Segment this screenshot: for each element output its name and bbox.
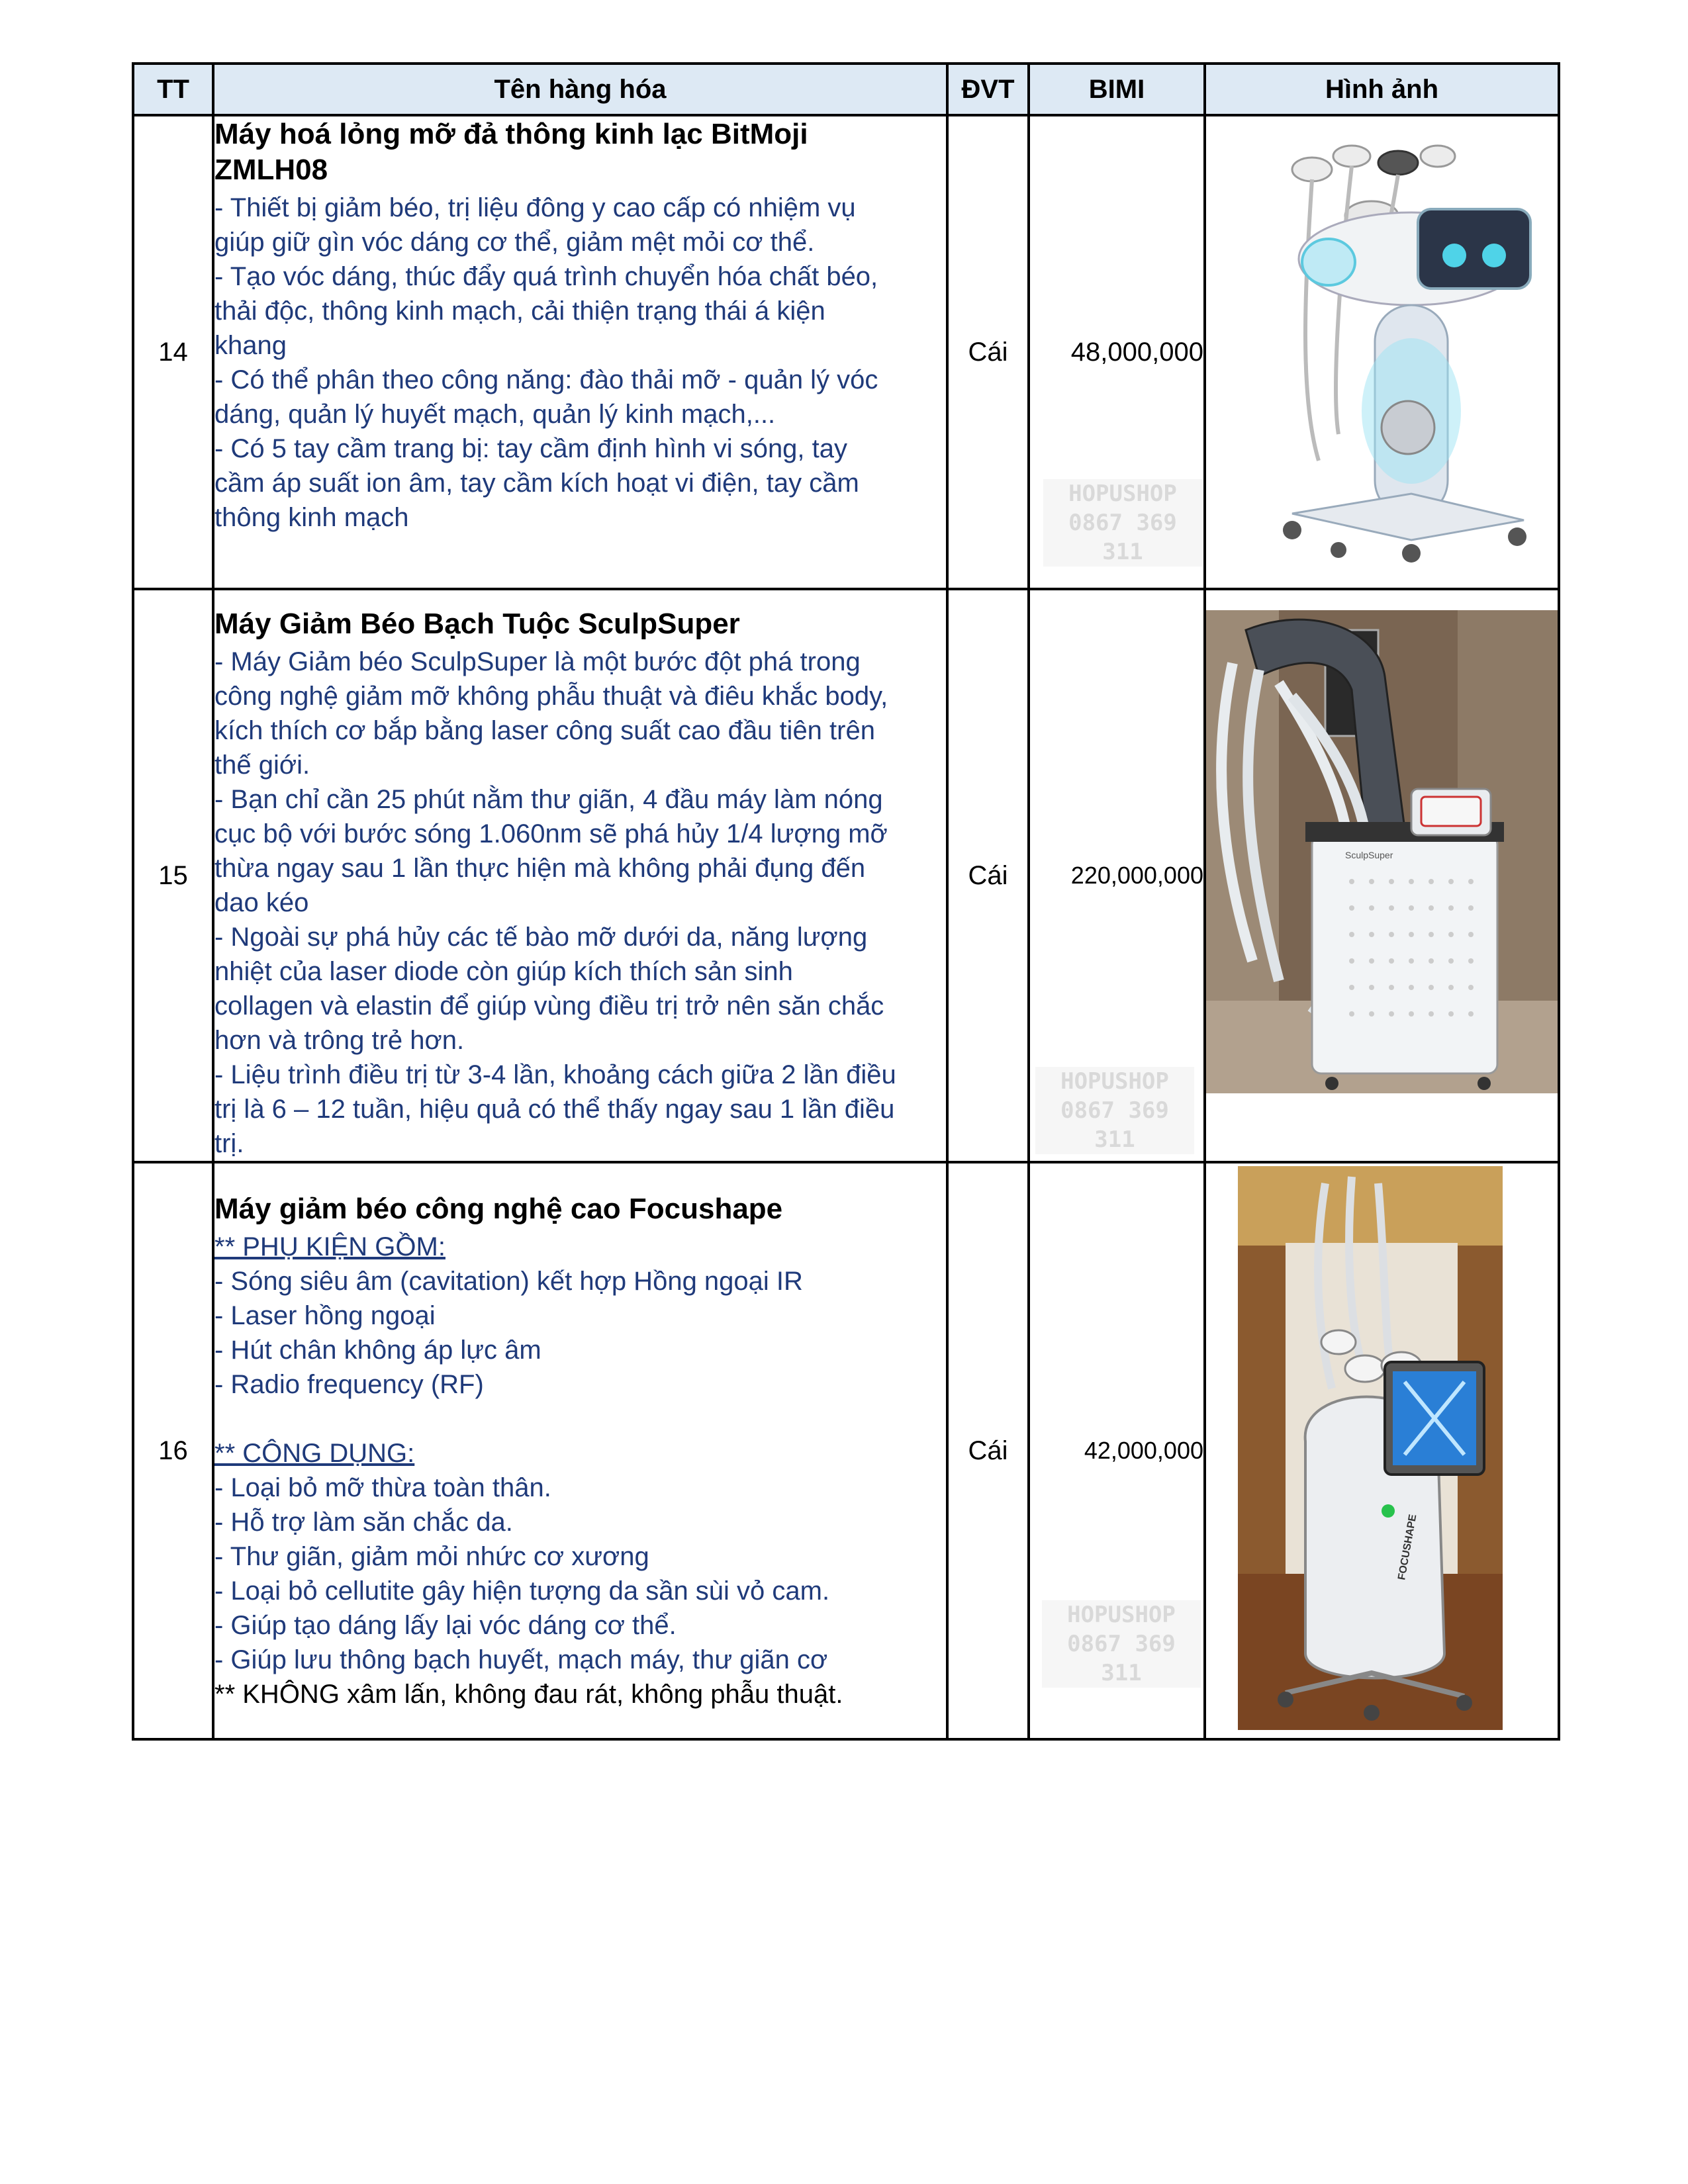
spacer [214, 1402, 946, 1436]
product-image-cell [1205, 589, 1559, 1162]
desc-line: - Tạo vóc dáng, thúc đẩy quá trình chuyển hóa chất béo, [214, 262, 878, 291]
desc-line: nhiệt của laser diode còn giúp kích thích sản sinh [214, 957, 793, 986]
unit: Cái [947, 1162, 1029, 1739]
header-name: Tên hàng hóa [213, 64, 947, 115]
desc-line: giúp giữ gìn vóc dáng cơ thể, giảm mệt mỏi cơ thể. [214, 228, 815, 257]
desc-line: - Ngoài sự phá hủy các tế bào mỡ dưới da, năng lượng [214, 923, 868, 952]
watermark [1035, 1067, 1194, 1154]
desc-line: hơn và trông trẻ hơn. [214, 1026, 465, 1055]
desc-line: dáng, quản lý huyết mạch, quản lý kinh mạch,... [214, 400, 776, 429]
desc-line: khang [214, 331, 287, 360]
header-price: BIMI [1029, 64, 1205, 115]
desc-line: - Sóng siêu âm (cavitation) kết hợp Hồng ngoại IR [214, 1267, 803, 1296]
desc-line: công nghệ giảm mỡ không phẫu thuật và điêu khắc body, [214, 682, 888, 711]
section-heading-accessories: ** PHỤ KIỆN GỒM: [214, 1232, 445, 1261]
table-row [133, 115, 1559, 589]
desc-line: - Giúp tạo dáng lấy lại vóc dáng cơ thể. [214, 1611, 677, 1640]
product-description [213, 115, 947, 589]
price [1029, 115, 1205, 589]
header-image: Hình ảnh [1205, 64, 1559, 115]
desc-line: - Hút chân không áp lực âm [214, 1336, 541, 1365]
desc-line: thải độc, thông kinh mạch, cải thiện trạng thái á kiện [214, 296, 825, 326]
product-table [132, 62, 1560, 1741]
desc-line: kích thích cơ bắp bằng laser công suất cao đầu tiên trên [214, 716, 875, 745]
watermark-line: 0867 369 311 [1060, 1097, 1169, 1153]
desc-footer: ** KHÔNG xâm lấn, không đau rát, không phẫu thuật. [214, 1680, 843, 1709]
desc-line: - Loại bỏ cellutite gây hiện tượng da sần sùi vỏ cam. [214, 1576, 830, 1606]
desc-line: - Có 5 tay cầm trang bị: tay cầm định hình vi sóng, tay [214, 434, 848, 463]
desc-line: thừa ngay sau 1 lần thực hiện mà không phải đụng đến [214, 854, 866, 883]
desc-line: - Bạn chỉ cần 25 phút nằm thư giãn, 4 đầu máy làm nóng [214, 785, 883, 814]
unit: Cái [947, 115, 1029, 589]
row-number: 15 [133, 589, 213, 1162]
table-row [133, 589, 1559, 1162]
price-value: 220,000,000 [1070, 862, 1203, 889]
desc-line: - Có thể phân theo công năng: đào thải mỡ - quản lý vóc [214, 365, 878, 394]
desc-line: - Loại bỏ mỡ thừa toàn thân. [214, 1473, 551, 1502]
row-number: 16 [133, 1162, 213, 1739]
table-row [133, 1162, 1559, 1739]
desc-line: - Máy Giảm béo SculpSuper là một bước đột phá trong [214, 647, 861, 676]
desc-line: - Giúp lưu thông bạch huyết, mạch máy, thư giãn cơ [214, 1645, 828, 1674]
desc-line: - Radio frequency (RF) [214, 1370, 484, 1399]
price-value: 42,000,000 [1084, 1437, 1203, 1464]
product-image [1206, 116, 1560, 588]
product-image-cell [1205, 1162, 1559, 1739]
watermark-line: HOPUSHOP [1068, 480, 1177, 507]
section-heading-uses: ** CÔNG DỤNG: [214, 1439, 415, 1468]
product-image-cell [1205, 115, 1559, 589]
product-title-line: Máy giảm béo công nghệ cao Focushape [214, 1193, 783, 1225]
product-title-line: ZMLH08 [214, 154, 328, 186]
desc-line: thông kinh mạch [214, 503, 409, 532]
price [1029, 589, 1205, 1162]
watermark-line: HOPUSHOP [1067, 1602, 1176, 1628]
price-value: 48,000,000 [1070, 337, 1203, 367]
watermark [1043, 479, 1202, 567]
header-tt: TT [133, 64, 213, 115]
desc-line: thế giới. [214, 751, 310, 780]
product-title [214, 116, 946, 188]
desc-line: cầm áp suất ion âm, tay cầm kích hoạt vi điện, tay cầm [214, 469, 859, 498]
watermark-line: HOPUSHOP [1060, 1068, 1169, 1095]
desc-line: trị. [214, 1129, 244, 1158]
product-image [1206, 1163, 1558, 1738]
price [1029, 1162, 1205, 1739]
desc-line: - Thư giãn, giảm mỏi nhức cơ xương [214, 1542, 649, 1571]
product-title-line: Máy hoá lỏng mỡ đả thông kinh lạc BitMoji [214, 118, 808, 150]
desc-line: cục bộ với bước sóng 1.060nm sẽ phá hủy 1/4 lượng mỡ [214, 819, 888, 848]
machine-brand: SculpSuper [1345, 850, 1393, 860]
product-image [1206, 590, 1558, 1154]
desc-line: - Laser hồng ngoại [214, 1301, 436, 1330]
product-title-line: Máy Giảm Béo Bạch Tuộc SculpSuper [214, 608, 740, 640]
product-description [213, 1162, 947, 1739]
product-title [214, 606, 946, 642]
desc-line: collagen và elastin để giúp vùng điều trị trở nên săn chắc [214, 991, 884, 1021]
watermark-line: 0867 369 311 [1068, 510, 1177, 565]
watermark [1042, 1600, 1201, 1688]
desc-line: - Hỗ trợ làm săn chắc da. [214, 1508, 513, 1537]
desc-line: - Liệu trình điều trị từ 3-4 lần, khoảng cách giữa 2 lần điều [214, 1060, 896, 1089]
header-row [133, 64, 1559, 115]
desc-line: dao kéo [214, 888, 309, 917]
machine-brand: FOCUSHAPE [1396, 1513, 1419, 1581]
product-description [213, 589, 947, 1162]
watermark-line: 0867 369 311 [1067, 1631, 1176, 1686]
header-dvt: ĐVT [947, 64, 1029, 115]
unit: Cái [947, 589, 1029, 1162]
product-title [214, 1191, 946, 1227]
desc-line: trị là 6 – 12 tuần, hiệu quả có thể thấy ngay sau 1 lần điều [214, 1095, 895, 1124]
row-number: 14 [133, 115, 213, 589]
desc-line: - Thiết bị giảm béo, trị liệu đông y cao cấp có nhiệm vụ [214, 193, 856, 222]
